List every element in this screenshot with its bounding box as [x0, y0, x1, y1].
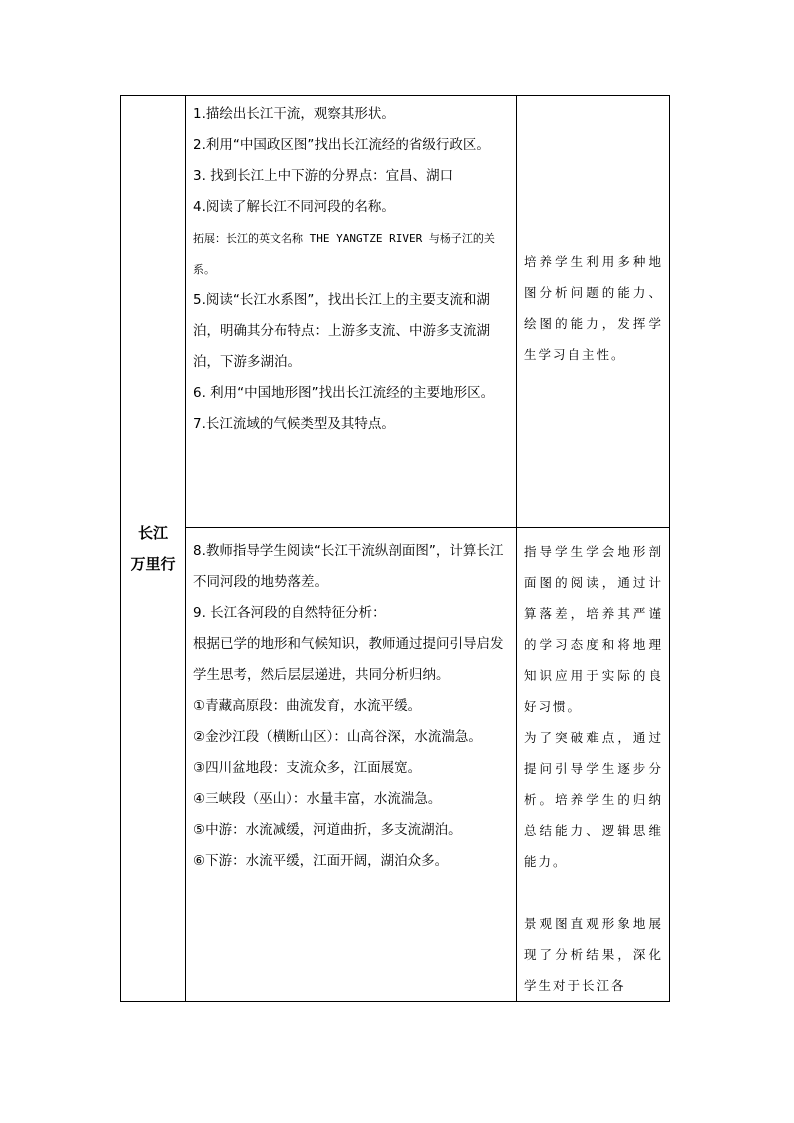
extension-note: 拓展：长江的英文名称 THE YANGTZE RIVER 与杨子江的关系。	[193, 232, 495, 276]
activities-cell	[186, 96, 517, 528]
activity-line: 6. 利用“中国地形图”找出长江流经的主要地形区。	[193, 385, 495, 401]
activity-line: ①青藏高原段：曲流发育，水流平缓。	[193, 698, 422, 714]
intent-cell	[517, 528, 670, 1002]
activity-line: 8.教师指导学生阅读“长江干流纵剖面图”，计算长江不同河段的地势落差。	[193, 543, 504, 590]
activities-cell	[186, 528, 517, 1002]
activity-line: 7.长江流域的气候类型及其特点。	[193, 416, 395, 432]
activity-line: ④三峡段（巫山）：水量丰富，水流湍急。	[193, 791, 442, 807]
activity-line: 5.阅读“长江水系图”，找出长江上的主要支流和湖泊，明确其分布特点：上游多支流、中游多支流湖泊，下游多湖泊。	[193, 292, 490, 370]
activity-line: 4.阅读了解长江不同河段的名称。	[193, 199, 395, 215]
table-row	[121, 528, 670, 1002]
intent-text: 指导学生学会地形剖面图的阅读，通过计算落差，培养其严谨的学习态度和将地理知识应用于实际的良好习惯。	[524, 544, 663, 714]
intent-cell	[517, 96, 670, 528]
topic-line-2: 万里行	[130, 554, 176, 573]
activity-line: ②金沙江段（横断山区）：山高谷深，水流湍急。	[193, 729, 482, 745]
activity-line: ③四川盆地段：支流众多，江面展宽。	[193, 760, 422, 776]
activity-line: 根据已学的地形和气候知识，教师通过提问引导启发学生思考，然后层层递进，共同分析归纳。	[193, 636, 504, 683]
topic-line-1: 长江	[137, 523, 168, 542]
activity-line: 1.描绘出长江干流，观察其形状。	[193, 106, 395, 122]
lesson-plan-table	[120, 95, 670, 1002]
activity-line: 9. 长江各河段的自然特征分析：	[193, 605, 386, 621]
intent-text: 培养学生利用多种地图分析问题的能力、绘图的能力，发挥学生学习自主性。	[524, 253, 663, 362]
activity-line: 3. 找到长江上中下游的分界点：宜昌、湖口	[193, 168, 454, 184]
activity-line: ⑤中游：水流减缓，河道曲折，多支流湖泊。	[193, 822, 462, 838]
table-row	[121, 96, 670, 528]
intent-text: 景观图直观形象地展现了分析结果，深化学生对于长江各	[524, 916, 663, 993]
topic-cell	[121, 96, 186, 1002]
intent-text: 为了突破难点，通过提问引导学生逐步分析。培养学生的归纳总结能力、逻辑思维能力。	[524, 730, 663, 869]
activity-line: 2.利用“中国政区图”找出长江流经的省级行政区。	[193, 137, 490, 153]
activity-line: ⑥下游：水流平缓，江面开阔，湖泊众多。	[193, 853, 449, 869]
